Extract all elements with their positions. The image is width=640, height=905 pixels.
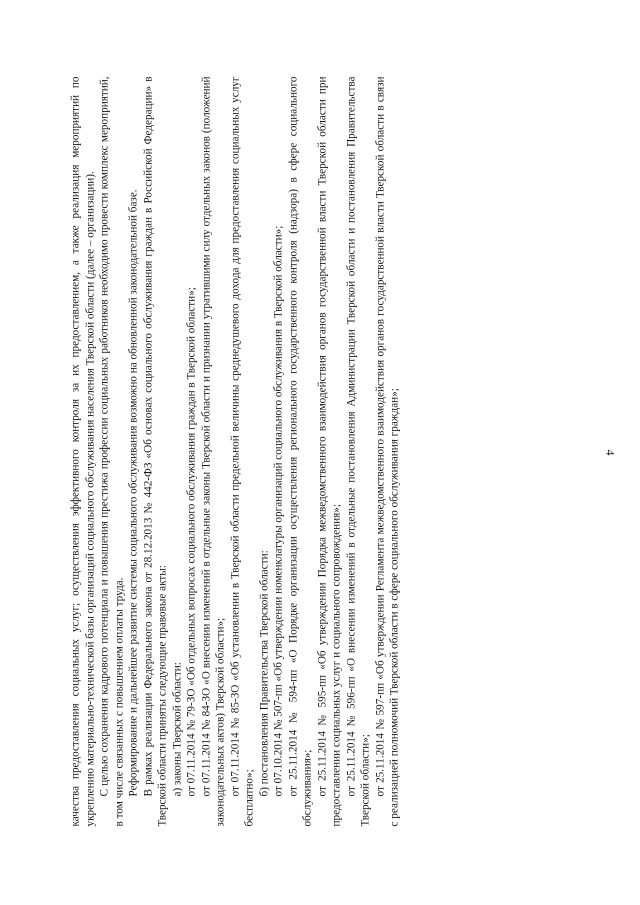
paragraph: С целью сохранения кадрового потенциала и повышения престижа профессии социальных работников необходимо провести комплекс мероприятий, в том числе связанных с повышением оплаты труда. (98, 76, 125, 827)
paragraph: Реформирование и дальнейшее развитие системы социального обслуживания возможно на обновленной законодательной базе. (127, 189, 140, 797)
paragraph: от 25.11.2014 № 597-пп «Об утверждении Регламента межведомственного взаимодействия органов государственной власти Тверской области в связи с реализацией полномочий Тверской области в сфере социального обслуживания граждан»; (374, 76, 401, 827)
paragraph: от 25.11.2014 № 595-пп «Об утверждении Порядка межведомственного взаимодействия органов государственной власти Тверской области при предоставлении социальных услуг и социального сопровождения»; (316, 76, 343, 827)
rotated-sheet (1, 0, 640, 905)
paragraph: качества предоставления социальных услуг; осуществления эффективного контроля за их предоставлением, а также реализация мероприятий по укреплению материально-технической базы организаций социального обслуживания населения Тверской области (далее – организации). (69, 76, 96, 827)
document-body (69, 77, 403, 827)
paragraph: от 07.10.2014 № 507-пп «Об утверждении номенклатуры организаций социального обслуживания в Тверской области»; (272, 225, 285, 797)
paragraph: от 25.11.2014 № 594-пп «О Порядке организации осуществления регионального государственного контроля (надзора) в сфере социального обслуживания»; (287, 76, 314, 827)
paragraph: В рамках реализации Федерального закона от 28.12.2013 № 442-ФЗ «Об основах социального обслуживания граждан в Российской Федерации» в Тверской области приняты следующие правовые акты: (142, 76, 169, 827)
paragraph: от 07.11.2014 № 84-ЗО «О внесении изменений в отдельные законы Тверской области и признании утратившими силу отдельных законов (положений законодательных актов) Тверской области»; (200, 76, 227, 827)
paragraph: от 25.11.2014 № 596-пп «О внесении изменений в отдельные постановления Администрации Тверской области и постановления Правительства Тверской области»; (345, 76, 372, 827)
paragraph: а) законы Тверской области: (171, 662, 183, 797)
paragraph: б) постановления Правительства Тверской области: (258, 550, 270, 797)
page-number: 4 (603, 449, 618, 456)
paragraph: от 07.11.2014 № 79-ЗО «Об отдельных вопросах социального обслуживания граждан в Тверской области»; (185, 287, 198, 797)
paragraph: от 07.11.2014 № 85-ЗО «Об установлении в Тверской области предельной величины среднедушевого дохода для предоставления социальных услуг бесплатно»; (229, 76, 256, 827)
